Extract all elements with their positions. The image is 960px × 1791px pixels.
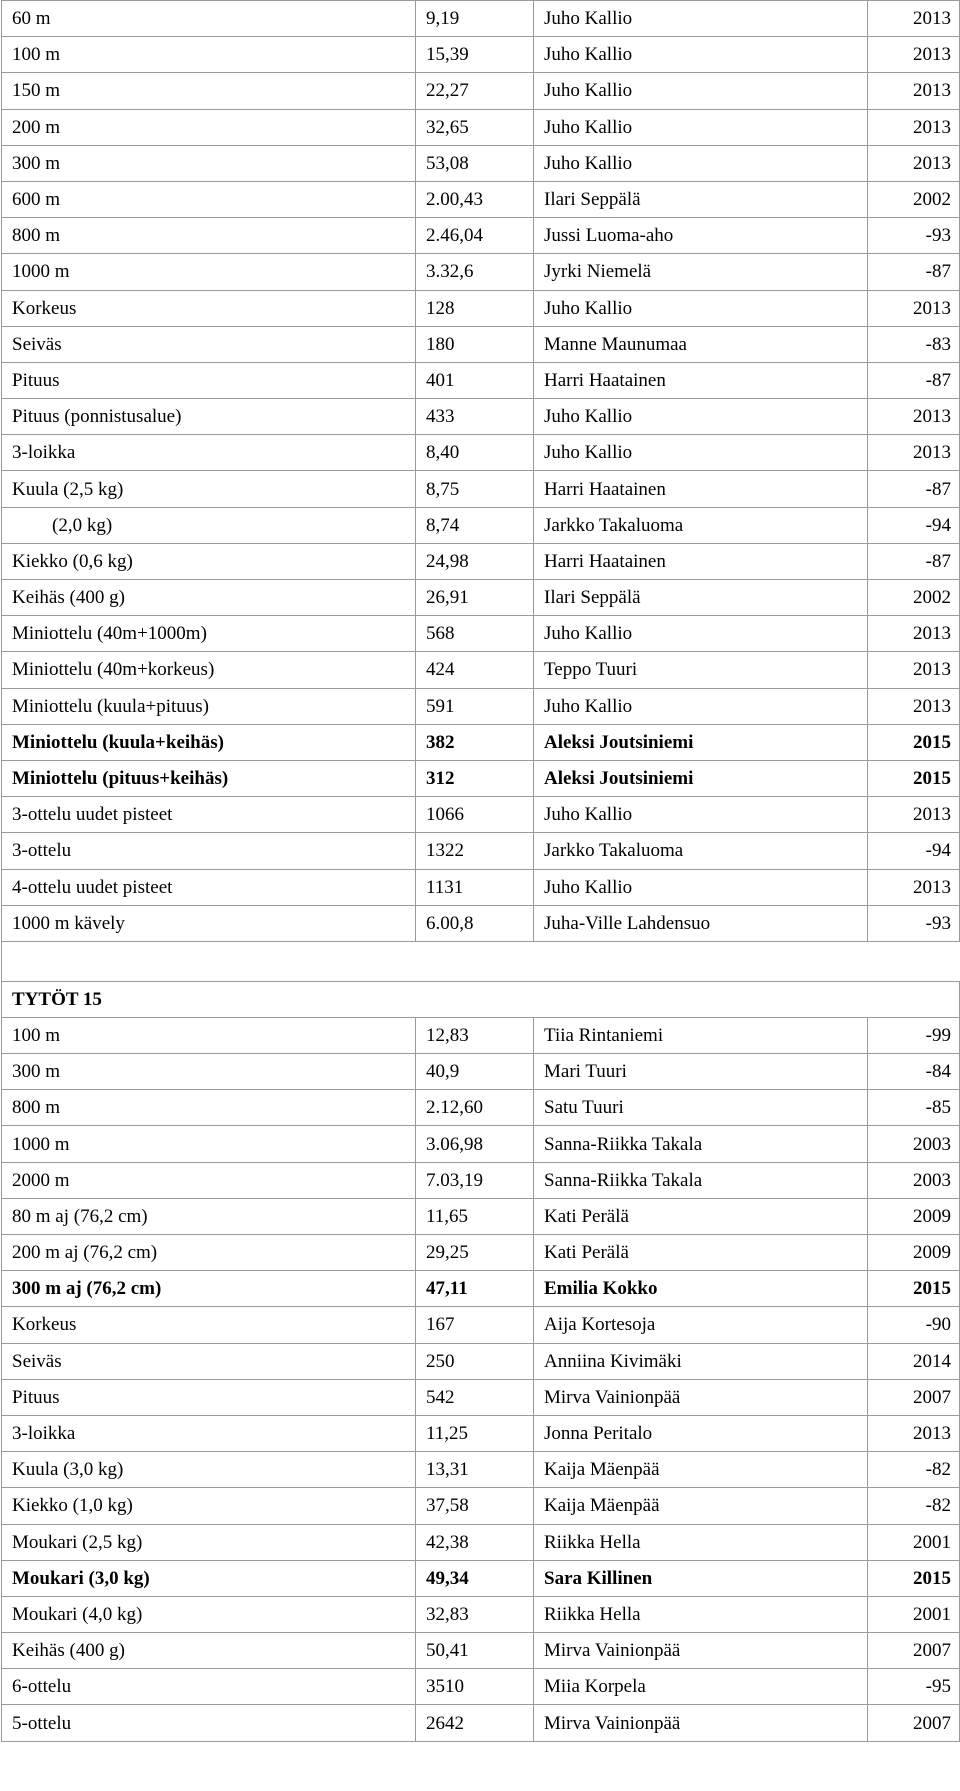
event-cell: Kiekko (1,0 kg) <box>2 1488 416 1524</box>
result-cell: 11,65 <box>416 1198 534 1234</box>
result-cell: 8,74 <box>416 507 534 543</box>
event-cell: 5-ottelu <box>2 1705 416 1741</box>
event-cell: Kuula (2,5 kg) <box>2 471 416 507</box>
result-cell: 32,83 <box>416 1596 534 1632</box>
boys-record-row <box>2 37 960 73</box>
year-cell: 2013 <box>868 37 960 73</box>
boys-record-row <box>2 399 960 435</box>
result-cell: 3.06,98 <box>416 1126 534 1162</box>
girls-record-row <box>2 1596 960 1632</box>
year-cell: -83 <box>868 326 960 362</box>
girls-record-row <box>2 1488 960 1524</box>
athlete-cell: Harri Haatainen <box>534 362 868 398</box>
event-cell: 800 m <box>2 218 416 254</box>
year-cell: -94 <box>868 833 960 869</box>
athlete-cell: Satu Tuuri <box>534 1090 868 1126</box>
year-cell: 2014 <box>868 1343 960 1379</box>
year-cell: 2015 <box>868 724 960 760</box>
year-cell: -87 <box>868 471 960 507</box>
year-cell: -87 <box>868 254 960 290</box>
girls-record-row <box>2 1198 960 1234</box>
boys-record-row <box>2 181 960 217</box>
athlete-cell: Aleksi Joutsiniemi <box>534 760 868 796</box>
girls-record-row <box>2 1669 960 1705</box>
result-cell: 250 <box>416 1343 534 1379</box>
athlete-cell: Juho Kallio <box>534 73 868 109</box>
boys-record-row <box>2 362 960 398</box>
year-cell: 2013 <box>868 290 960 326</box>
athlete-cell: Miia Korpela <box>534 1669 868 1705</box>
result-cell: 3.32,6 <box>416 254 534 290</box>
athlete-cell: Juho Kallio <box>534 37 868 73</box>
athlete-cell: Mirva Vainionpää <box>534 1379 868 1415</box>
year-cell: 2007 <box>868 1633 960 1669</box>
athlete-cell: Emilia Kokko <box>534 1271 868 1307</box>
athlete-cell: Juho Kallio <box>534 869 868 905</box>
athlete-cell: Juho Kallio <box>534 1 868 37</box>
result-cell: 29,25 <box>416 1235 534 1271</box>
result-cell: 3510 <box>416 1669 534 1705</box>
event-cell: 3-loikka <box>2 435 416 471</box>
result-cell: 1066 <box>416 797 534 833</box>
event-cell: Pituus <box>2 1379 416 1415</box>
event-cell: Moukari (3,0 kg) <box>2 1560 416 1596</box>
year-cell: 2013 <box>868 435 960 471</box>
event-cell: 100 m <box>2 37 416 73</box>
athlete-cell: Mirva Vainionpää <box>534 1633 868 1669</box>
result-cell: 8,75 <box>416 471 534 507</box>
athlete-cell: Jonna Peritalo <box>534 1415 868 1451</box>
year-cell: 2009 <box>868 1235 960 1271</box>
event-cell: Kiekko (0,6 kg) <box>2 543 416 579</box>
event-cell: Korkeus <box>2 290 416 326</box>
athlete-cell: Kati Perälä <box>534 1198 868 1234</box>
result-cell: 2642 <box>416 1705 534 1741</box>
year-cell: -82 <box>868 1452 960 1488</box>
year-cell: 2007 <box>868 1379 960 1415</box>
athlete-cell: Jyrki Niemelä <box>534 254 868 290</box>
event-cell: Moukari (4,0 kg) <box>2 1596 416 1632</box>
boys-record-row <box>2 797 960 833</box>
year-cell: 2013 <box>868 109 960 145</box>
year-cell: 2015 <box>868 760 960 796</box>
girls-record-row <box>2 1017 960 1053</box>
result-cell: 128 <box>416 290 534 326</box>
athlete-cell: Tiia Rintaniemi <box>534 1017 868 1053</box>
year-cell: 2001 <box>868 1524 960 1560</box>
result-cell: 8,40 <box>416 435 534 471</box>
girls-record-row <box>2 1235 960 1271</box>
boys-record-row <box>2 109 960 145</box>
result-cell: 37,58 <box>416 1488 534 1524</box>
athlete-cell: Juho Kallio <box>534 688 868 724</box>
athlete-cell: Kaija Mäenpää <box>534 1488 868 1524</box>
athlete-cell: Ilari Seppälä <box>534 181 868 217</box>
girls-record-row <box>2 1307 960 1343</box>
event-cell: Korkeus <box>2 1307 416 1343</box>
athlete-cell: Jarkko Takaluoma <box>534 833 868 869</box>
result-cell: 26,91 <box>416 580 534 616</box>
result-cell: 24,98 <box>416 543 534 579</box>
result-cell: 49,34 <box>416 1560 534 1596</box>
girls-record-row <box>2 1343 960 1379</box>
year-cell: 2013 <box>868 869 960 905</box>
year-cell: 2001 <box>868 1596 960 1632</box>
year-cell: 2009 <box>868 1198 960 1234</box>
athlete-cell: Teppo Tuuri <box>534 652 868 688</box>
event-cell: Miniottelu (pituus+keihäs) <box>2 760 416 796</box>
result-cell: 542 <box>416 1379 534 1415</box>
result-cell: 11,25 <box>416 1415 534 1451</box>
result-cell: 13,31 <box>416 1452 534 1488</box>
year-cell: 2003 <box>868 1126 960 1162</box>
result-cell: 53,08 <box>416 145 534 181</box>
event-cell: 6-ottelu <box>2 1669 416 1705</box>
year-cell: 2013 <box>868 652 960 688</box>
event-cell: 100 m <box>2 1017 416 1053</box>
girls-record-row <box>2 1452 960 1488</box>
year-cell: -82 <box>868 1488 960 1524</box>
year-cell: -90 <box>868 1307 960 1343</box>
year-cell: 2013 <box>868 73 960 109</box>
boys-record-row <box>2 218 960 254</box>
event-cell: 800 m <box>2 1090 416 1126</box>
year-cell: 2015 <box>868 1271 960 1307</box>
athlete-cell: Sara Killinen <box>534 1560 868 1596</box>
result-cell: 568 <box>416 616 534 652</box>
result-cell: 32,65 <box>416 109 534 145</box>
athlete-cell: Jussi Luoma-aho <box>534 218 868 254</box>
year-cell: 2013 <box>868 1 960 37</box>
event-cell: 600 m <box>2 181 416 217</box>
year-cell: 2013 <box>868 797 960 833</box>
result-cell: 47,11 <box>416 1271 534 1307</box>
result-cell: 1131 <box>416 869 534 905</box>
year-cell: 2002 <box>868 181 960 217</box>
event-cell: Seiväs <box>2 1343 416 1379</box>
result-cell: 9,19 <box>416 1 534 37</box>
event-cell: Miniottelu (kuula+pituus) <box>2 688 416 724</box>
event-cell: Miniottelu (40m+1000m) <box>2 616 416 652</box>
girls-record-row <box>2 1705 960 1741</box>
boys-record-row <box>2 688 960 724</box>
event-cell: 300 m <box>2 1054 416 1090</box>
year-cell: 2013 <box>868 616 960 652</box>
girls-record-row <box>2 1560 960 1596</box>
event-cell: Keihäs (400 g) <box>2 1633 416 1669</box>
athlete-cell: Harri Haatainen <box>534 543 868 579</box>
athlete-cell: Jarkko Takaluoma <box>534 507 868 543</box>
athlete-cell: Sanna-Riikka Takala <box>534 1126 868 1162</box>
athlete-cell: Mirva Vainionpää <box>534 1705 868 1741</box>
event-cell: 3-loikka <box>2 1415 416 1451</box>
event-cell: 1000 m kävely <box>2 905 416 941</box>
athlete-cell: Aleksi Joutsiniemi <box>534 724 868 760</box>
year-cell: 2002 <box>868 580 960 616</box>
event-cell: 60 m <box>2 1 416 37</box>
year-cell: -87 <box>868 362 960 398</box>
event-cell: Keihäs (400 g) <box>2 580 416 616</box>
boys-record-row <box>2 724 960 760</box>
athlete-cell: Kaija Mäenpää <box>534 1452 868 1488</box>
spacer-row <box>2 941 960 981</box>
athlete-cell: Juho Kallio <box>534 797 868 833</box>
girls-record-row <box>2 1524 960 1560</box>
athlete-cell: Juho Kallio <box>534 145 868 181</box>
event-cell: 200 m aj (76,2 cm) <box>2 1235 416 1271</box>
year-cell: -94 <box>868 507 960 543</box>
girls-record-row <box>2 1379 960 1415</box>
girls-record-row <box>2 1126 960 1162</box>
event-cell: 3-ottelu uudet pisteet <box>2 797 416 833</box>
event-cell: Pituus <box>2 362 416 398</box>
event-cell: 1000 m <box>2 1126 416 1162</box>
result-cell: 433 <box>416 399 534 435</box>
result-cell: 2.12,60 <box>416 1090 534 1126</box>
event-cell: Miniottelu (40m+korkeus) <box>2 652 416 688</box>
athlete-cell: Juha-Ville Lahdensuo <box>534 905 868 941</box>
athlete-cell: Riikka Hella <box>534 1596 868 1632</box>
event-cell: (2,0 kg) <box>2 507 416 543</box>
result-cell: 180 <box>416 326 534 362</box>
result-cell: 42,38 <box>416 1524 534 1560</box>
girls-record-row <box>2 1633 960 1669</box>
records-table-body <box>2 1 960 1742</box>
result-cell: 6.00,8 <box>416 905 534 941</box>
event-cell: 80 m aj (76,2 cm) <box>2 1198 416 1234</box>
event-cell: Kuula (3,0 kg) <box>2 1452 416 1488</box>
athlete-cell: Harri Haatainen <box>534 471 868 507</box>
result-cell: 401 <box>416 362 534 398</box>
result-cell: 167 <box>416 1307 534 1343</box>
boys-record-row <box>2 616 960 652</box>
boys-record-row <box>2 1 960 37</box>
girls-record-row <box>2 1271 960 1307</box>
result-cell: 12,83 <box>416 1017 534 1053</box>
result-cell: 591 <box>416 688 534 724</box>
boys-record-row <box>2 652 960 688</box>
girls-record-row <box>2 1415 960 1451</box>
athlete-cell: Aija Kortesoja <box>534 1307 868 1343</box>
result-cell: 7.03,19 <box>416 1162 534 1198</box>
year-cell: 2013 <box>868 1415 960 1451</box>
year-cell: -84 <box>868 1054 960 1090</box>
athlete-cell: Ilari Seppälä <box>534 580 868 616</box>
result-cell: 50,41 <box>416 1633 534 1669</box>
athlete-cell: Juho Kallio <box>534 109 868 145</box>
year-cell: 2007 <box>868 1705 960 1741</box>
boys-record-row <box>2 471 960 507</box>
athlete-cell: Juho Kallio <box>534 435 868 471</box>
girls-record-row <box>2 1162 960 1198</box>
event-cell: 4-ottelu uudet pisteet <box>2 869 416 905</box>
event-cell: Seiväs <box>2 326 416 362</box>
event-cell: 300 m <box>2 145 416 181</box>
athlete-cell: Riikka Hella <box>534 1524 868 1560</box>
boys-record-row <box>2 73 960 109</box>
boys-record-row <box>2 869 960 905</box>
event-cell: 1000 m <box>2 254 416 290</box>
event-cell: 300 m aj (76,2 cm) <box>2 1271 416 1307</box>
result-cell: 2.00,43 <box>416 181 534 217</box>
result-cell: 1322 <box>416 833 534 869</box>
athlete-cell: Mari Tuuri <box>534 1054 868 1090</box>
boys-record-row <box>2 580 960 616</box>
boys-record-row <box>2 833 960 869</box>
result-cell: 15,39 <box>416 37 534 73</box>
girls-record-row <box>2 1054 960 1090</box>
event-cell: 150 m <box>2 73 416 109</box>
result-cell: 312 <box>416 760 534 796</box>
boys-record-row <box>2 290 960 326</box>
athlete-cell: Kati Perälä <box>534 1235 868 1271</box>
boys-record-row <box>2 760 960 796</box>
boys-record-row <box>2 905 960 941</box>
athlete-cell: Sanna-Riikka Takala <box>534 1162 868 1198</box>
athlete-cell: Juho Kallio <box>534 290 868 326</box>
result-cell: 424 <box>416 652 534 688</box>
year-cell: -95 <box>868 1669 960 1705</box>
event-cell: 2000 m <box>2 1162 416 1198</box>
year-cell: 2015 <box>868 1560 960 1596</box>
event-cell: Moukari (2,5 kg) <box>2 1524 416 1560</box>
girls-heading-row <box>2 981 960 1017</box>
year-cell: 2013 <box>868 145 960 181</box>
boys-record-row <box>2 435 960 471</box>
boys-record-row <box>2 145 960 181</box>
year-cell: 2013 <box>868 688 960 724</box>
boys-record-row <box>2 326 960 362</box>
athlete-cell: Juho Kallio <box>534 399 868 435</box>
result-cell: 22,27 <box>416 73 534 109</box>
event-cell: 3-ottelu <box>2 833 416 869</box>
year-cell: 2013 <box>868 399 960 435</box>
year-cell: 2003 <box>868 1162 960 1198</box>
result-cell: 382 <box>416 724 534 760</box>
year-cell: -85 <box>868 1090 960 1126</box>
result-cell: 40,9 <box>416 1054 534 1090</box>
boys-record-row <box>2 543 960 579</box>
section-heading: TYTÖT 15 <box>2 981 960 1017</box>
event-cell: Miniottelu (kuula+keihäs) <box>2 724 416 760</box>
year-cell: -93 <box>868 905 960 941</box>
spacer-cell <box>2 941 960 981</box>
boys-record-row <box>2 254 960 290</box>
year-cell: -93 <box>868 218 960 254</box>
year-cell: -87 <box>868 543 960 579</box>
athlete-cell: Juho Kallio <box>534 616 868 652</box>
event-cell: Pituus (ponnistusalue) <box>2 399 416 435</box>
result-cell: 2.46,04 <box>416 218 534 254</box>
girls-record-row <box>2 1090 960 1126</box>
event-cell: 200 m <box>2 109 416 145</box>
athlete-cell: Manne Maunumaa <box>534 326 868 362</box>
boys-record-row <box>2 507 960 543</box>
records-table <box>1 0 960 1742</box>
athlete-cell: Anniina Kivimäki <box>534 1343 868 1379</box>
year-cell: -99 <box>868 1017 960 1053</box>
